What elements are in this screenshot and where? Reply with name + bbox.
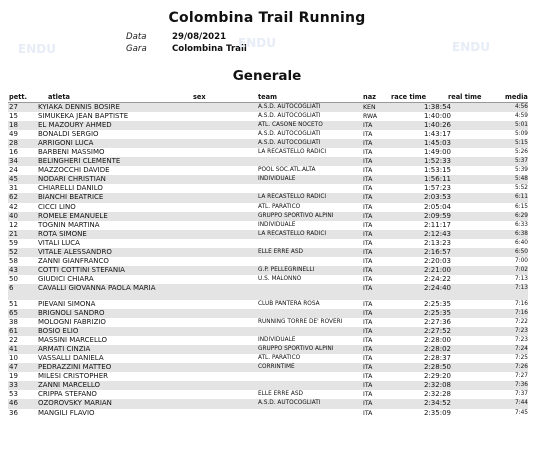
- table-row: [8, 184, 528, 193]
- cell-team: GRUPPO SPORTIVO ALPINI: [258, 346, 334, 353]
- cell-pett: 33: [9, 381, 18, 390]
- cell-pace: 6:11: [514, 194, 528, 201]
- table-row: [8, 275, 528, 284]
- table-header: [8, 91, 528, 103]
- cell-pett: 27: [9, 103, 18, 111]
- cell-nation: ITA: [363, 409, 373, 417]
- cell-race-time: 2:28:37: [424, 354, 451, 363]
- watermark: ENDU: [18, 42, 56, 56]
- cell-athlete: OZOROVSKY MARIAN: [38, 399, 112, 408]
- cell-pace: 7:45: [514, 409, 528, 416]
- cell-nation: ITA: [363, 239, 373, 247]
- table-row: [8, 139, 528, 148]
- cell-athlete: MAZZOCCHI DAVIDE: [38, 166, 110, 175]
- cell-nation: ITA: [363, 284, 373, 292]
- cell-team: ELLE ERRE ASD: [258, 248, 303, 255]
- cell-nation: ITA: [363, 176, 373, 184]
- cell-athlete: CHIARELLI DANILO: [38, 184, 103, 193]
- cell-nation: ITA: [363, 230, 373, 238]
- cell-pett: 34: [9, 157, 18, 166]
- cell-nation: ITA: [363, 300, 373, 308]
- cell-athlete: CRIPPA STEFANO: [38, 390, 97, 399]
- cell-pace: 7:23: [514, 328, 528, 335]
- cell-race-time: 1:40:00: [424, 112, 451, 121]
- cell-pace: 7:16: [514, 309, 528, 316]
- cell-team: ATL. PARATICO: [258, 203, 301, 210]
- cell-pace: 7:13: [514, 275, 528, 282]
- table-row: [8, 372, 528, 381]
- cell-team: INDIVIDUALE: [258, 176, 296, 183]
- cell-athlete: ZANNI MARCELLO: [38, 381, 101, 390]
- race-value: Colombina Trail: [172, 44, 247, 54]
- col-real-time: real time: [448, 93, 482, 101]
- cell-athlete: BARBENI MASSIMO: [38, 148, 105, 157]
- cell-nation: ITA: [363, 373, 373, 381]
- cell-race-time: 1:43:17: [424, 130, 451, 139]
- cell-pace: 7:26: [514, 364, 528, 371]
- cell-team: POOL SOC.ATL.ALTA: [258, 167, 316, 174]
- cell-athlete: VASSALLI DANIELA: [38, 354, 104, 363]
- cell-team: ELLE ERRE ASD: [258, 391, 303, 398]
- cell-race-time: 2:34:52: [424, 399, 451, 408]
- cell-race-time: 2:27:52: [424, 327, 451, 336]
- table-row: [8, 266, 528, 275]
- cell-nation: ITA: [363, 400, 373, 408]
- cell-pett: 19: [9, 372, 18, 381]
- cell-pace: 7:27: [514, 373, 528, 380]
- cell-athlete: PIEVANI SIMONA: [38, 299, 96, 308]
- cell-team: INDIVIDUALE: [258, 337, 296, 344]
- cell-pace: 6:38: [514, 230, 528, 237]
- cell-pett: 51: [9, 299, 18, 308]
- cell-race-time: 1:40:26: [424, 121, 451, 130]
- table-row: [8, 112, 528, 121]
- cell-nation: ITA: [363, 266, 373, 274]
- cell-team: A.S.D. AUTOCOGLIATI: [258, 131, 321, 138]
- cell-pett: 15: [9, 112, 18, 121]
- cell-pace: 7:02: [514, 266, 528, 273]
- cell-race-time: 2:32:28: [424, 390, 451, 399]
- watermark: ENDU: [238, 36, 276, 50]
- cell-team: G.P. PELLEGRINELLI: [258, 266, 315, 273]
- cell-pace: 5:48: [514, 176, 528, 183]
- cell-team: LA RECASTELLO RADICI: [258, 149, 327, 156]
- cell-pett: 65: [9, 308, 18, 317]
- table-row: [8, 345, 528, 354]
- cell-pace: 6:40: [514, 239, 528, 246]
- cell-team: U.S. MALONNO: [258, 275, 302, 282]
- table-row: [8, 166, 528, 175]
- cell-team: ATL. CASONE NOCETO: [258, 122, 323, 129]
- cell-pett: 43: [9, 265, 18, 274]
- col-team: team: [258, 93, 277, 101]
- cell-team: A.S.D. AUTOCOGLIATI: [258, 113, 321, 120]
- table-row: [8, 336, 528, 345]
- cell-race-time: 1:52:33: [424, 157, 451, 166]
- cell-pett: 12: [9, 220, 18, 229]
- cell-pace: 5:39: [514, 167, 528, 174]
- section-title: Generale: [232, 68, 302, 84]
- event-title: Colombina Trail Running: [168, 10, 366, 26]
- cell-athlete: BONALDI SERGIO: [38, 130, 99, 139]
- table-row: [8, 121, 528, 130]
- cell-pett: 10: [9, 354, 18, 363]
- cell-pett: 52: [9, 247, 18, 256]
- table-row: [8, 130, 528, 139]
- cell-race-time: 2:09:59: [424, 211, 451, 220]
- cell-pett: 31: [9, 184, 18, 193]
- cell-athlete: COTTI COTTINI STEFANIA: [38, 265, 125, 274]
- table-row: [8, 284, 528, 300]
- cell-race-time: 1:53:15: [424, 166, 451, 175]
- cell-pace: 5:37: [514, 158, 528, 165]
- cell-pace: 7:37: [514, 391, 528, 398]
- cell-pace: 5:52: [514, 185, 528, 192]
- cell-race-time: 2:28:50: [424, 363, 451, 372]
- cell-race-time: 2:25:35: [424, 299, 451, 308]
- cell-pett: 53: [9, 390, 18, 399]
- cell-pace: 6:29: [514, 212, 528, 219]
- table-row: [8, 381, 528, 390]
- cell-pace: 7:22: [514, 319, 528, 326]
- cell-athlete: MASSINI MARCELLO: [38, 336, 108, 345]
- cell-athlete: BELINGHERI CLEMENTE: [38, 157, 121, 166]
- cell-athlete: TOGNIN MARTINA: [38, 220, 100, 229]
- table-row: [8, 409, 528, 418]
- cell-nation: ITA: [363, 391, 373, 399]
- cell-nation: ITA: [363, 355, 373, 363]
- cell-pett: 42: [9, 202, 18, 211]
- cell-nation: ITA: [363, 275, 373, 283]
- cell-race-time: 2:27:36: [424, 318, 451, 327]
- cell-pett: 28: [9, 139, 18, 148]
- col-media: media: [505, 93, 528, 101]
- cell-nation: ITA: [363, 309, 373, 317]
- cell-race-time: 2:03:53: [424, 193, 451, 202]
- cell-athlete: CICCI LINO: [38, 202, 76, 211]
- col-race-time: race time: [391, 93, 427, 101]
- cell-pace: 7:16: [514, 300, 528, 307]
- cell-pace: 7:00: [514, 257, 528, 264]
- cell-pett: 6: [9, 283, 14, 292]
- cell-athlete: SIMUKEKA JEAN BAPTISTE: [38, 112, 129, 121]
- col-pett: pett.: [9, 93, 28, 101]
- cell-athlete: GIUDICI CHIARA: [38, 274, 94, 283]
- cell-athlete: BOSIO ELIO: [38, 327, 79, 336]
- cell-nation: ITA: [363, 194, 373, 202]
- table-row: [8, 318, 528, 327]
- cell-nation: ITA: [363, 382, 373, 390]
- table-row: [8, 327, 528, 336]
- table-row: [8, 230, 528, 239]
- date-value: 29/08/2021: [172, 32, 227, 42]
- cell-nation: RWA: [363, 113, 378, 121]
- table-row: [8, 203, 528, 212]
- cell-race-time: 2:13:23: [424, 238, 451, 247]
- cell-nation: ITA: [363, 203, 373, 211]
- cell-race-time: 2:32:08: [424, 381, 451, 390]
- cell-race-time: 2:29:20: [424, 372, 451, 381]
- table-row: [8, 193, 528, 202]
- cell-pett: 24: [9, 166, 18, 175]
- cell-pett: 49: [9, 130, 18, 139]
- cell-race-time: 2:05:04: [424, 202, 451, 211]
- watermark: ENDU: [452, 40, 490, 54]
- cell-team: CLUB PANTERA ROSA: [258, 300, 320, 307]
- cell-team: GRUPPO SPORTIVO ALPINI: [258, 212, 334, 219]
- cell-athlete: ZANNI GIANFRANCO: [38, 256, 109, 265]
- cell-athlete: BRIGNOLI SANDRO: [38, 308, 105, 317]
- table-row: [8, 399, 528, 408]
- race-label: Gara: [126, 44, 147, 54]
- cell-race-time: 2:35:09: [424, 408, 451, 417]
- table-row: [8, 148, 528, 157]
- cell-athlete: MILESI CRISTOPHER: [38, 372, 108, 381]
- cell-nation: ITA: [363, 337, 373, 345]
- cell-athlete: EL MAZOURY AHMED: [38, 121, 112, 130]
- table-row: [8, 248, 528, 257]
- cell-team: A.S.D. AUTOCOGLIATI: [258, 400, 321, 407]
- cell-athlete: MOLOGNI FABRIZIO: [38, 318, 106, 327]
- cell-pett: 22: [9, 336, 18, 345]
- cell-team: ATL. PARATICO: [258, 355, 301, 362]
- cell-team: CORRINTIME: [258, 364, 295, 371]
- cell-athlete: ARRIGONI LUCA: [38, 139, 94, 148]
- table-row: [8, 257, 528, 266]
- cell-nation: ITA: [363, 122, 373, 130]
- cell-pett: 41: [9, 345, 18, 354]
- cell-race-time: 2:21:00: [424, 265, 451, 274]
- table-row: [8, 103, 528, 112]
- cell-race-time: 1:49:00: [424, 148, 451, 157]
- cell-athlete: VITALE ALESSANDRO: [38, 247, 112, 256]
- cell-pace: 6:33: [514, 221, 528, 228]
- cell-race-time: 2:24:40: [424, 283, 451, 292]
- col-atleta: atleta: [48, 93, 70, 101]
- cell-pace: 5:15: [514, 140, 528, 147]
- cell-pace: 6:15: [514, 203, 528, 210]
- cell-nation: ITA: [363, 212, 373, 220]
- cell-athlete: MANGILI FLAVIO: [38, 408, 95, 417]
- cell-race-time: 2:28:02: [424, 345, 451, 354]
- cell-race-time: 2:28:00: [424, 336, 451, 345]
- cell-pace: 7:24: [514, 346, 528, 353]
- cell-race-time: 2:16:57: [424, 247, 451, 256]
- cell-pace: 6:50: [514, 248, 528, 255]
- cell-nation: ITA: [363, 131, 373, 139]
- table-row: [8, 221, 528, 230]
- cell-nation: ITA: [363, 158, 373, 166]
- cell-pett: 45: [9, 175, 18, 184]
- cell-pace: 7:13: [514, 284, 528, 291]
- cell-pett: 47: [9, 363, 18, 372]
- cell-pett: 58: [9, 256, 18, 265]
- cell-nation: KEN: [363, 104, 376, 111]
- cell-pace: 7:36: [514, 382, 528, 389]
- table-row: [8, 309, 528, 318]
- cell-pett: 38: [9, 318, 18, 327]
- results-header: [0, 0, 534, 66]
- cell-team: LA RECASTELLO RADICI: [258, 230, 327, 237]
- date-label: Data: [126, 32, 147, 42]
- cell-team: LA RECASTELLO RADICI: [258, 194, 327, 201]
- cell-pett: 59: [9, 238, 18, 247]
- cell-pace: 7:23: [514, 337, 528, 344]
- cell-pett: 18: [9, 121, 18, 130]
- cell-athlete: CAVALLI GIOVANNA PAOLA MARIA: [38, 283, 156, 292]
- cell-race-time: 1:38:54: [424, 103, 451, 111]
- cell-pace: 5:01: [514, 122, 528, 129]
- cell-nation: ITA: [363, 328, 373, 336]
- cell-nation: ITA: [363, 364, 373, 372]
- cell-pace: 4:56: [514, 104, 528, 110]
- cell-athlete: VITALI LUCA: [38, 238, 80, 247]
- cell-nation: ITA: [363, 346, 373, 354]
- cell-team: A.S.D. AUTOCOGLIATI: [258, 104, 321, 110]
- cell-pett: 46: [9, 399, 18, 408]
- cell-race-time: 2:25:35: [424, 308, 451, 317]
- cell-athlete: ARMATI CINZIA: [38, 345, 91, 354]
- table-row: [8, 157, 528, 166]
- cell-team: INDIVIDUALE: [258, 221, 296, 228]
- cell-pace: 7:44: [514, 400, 528, 407]
- col-sex: sex: [193, 93, 206, 101]
- cell-pace: 5:09: [514, 131, 528, 138]
- cell-nation: ITA: [363, 140, 373, 148]
- cell-race-time: 1:57:23: [424, 184, 451, 193]
- table-row: [8, 212, 528, 221]
- cell-athlete: PEDRAZZINI MATTEO: [38, 363, 112, 372]
- cell-team: A.S.D. AUTOCOGLIATI: [258, 140, 321, 147]
- table-row: [8, 239, 528, 248]
- cell-nation: ITA: [363, 248, 373, 256]
- cell-team: RUNNING TORRE DE' ROVERI: [258, 319, 343, 326]
- cell-pett: 50: [9, 274, 18, 283]
- cell-race-time: 2:20:03: [424, 256, 451, 265]
- cell-race-time: 1:45:03: [424, 139, 451, 148]
- cell-pett: 16: [9, 148, 18, 157]
- cell-nation: ITA: [363, 185, 373, 193]
- cell-pett: 36: [9, 408, 18, 417]
- cell-pace: 7:25: [514, 355, 528, 362]
- cell-athlete: NODARI CHRISTIAN: [38, 175, 106, 184]
- cell-race-time: 1:56:11: [424, 175, 451, 184]
- cell-pace: 4:59: [514, 113, 528, 120]
- cell-athlete: KYIAKA DENNIS BOSIRE: [38, 103, 120, 111]
- cell-nation: ITA: [363, 319, 373, 327]
- cell-pett: 21: [9, 229, 18, 238]
- cell-athlete: BIANCHI BEATRICE: [38, 193, 104, 202]
- table-row: [8, 354, 528, 363]
- cell-nation: ITA: [363, 167, 373, 175]
- cell-nation: ITA: [363, 257, 373, 265]
- table-row: [8, 363, 528, 372]
- cell-athlete: ROMELE EMANUELE: [38, 211, 108, 220]
- cell-pace: 5:26: [514, 149, 528, 156]
- cell-pett: 62: [9, 193, 18, 202]
- cell-race-time: 2:11:17: [424, 220, 451, 229]
- table-row: [8, 175, 528, 184]
- cell-pett: 40: [9, 211, 18, 220]
- cell-race-time: 2:12:43: [424, 229, 451, 238]
- cell-nation: ITA: [363, 149, 373, 157]
- cell-race-time: 2:24:22: [424, 274, 451, 283]
- cell-pett: 61: [9, 327, 18, 336]
- col-naz: naz: [363, 93, 376, 101]
- results-table: [8, 103, 528, 418]
- cell-nation: ITA: [363, 221, 373, 229]
- table-row: [8, 390, 528, 399]
- table-row: [8, 300, 528, 309]
- cell-athlete: ROTA SIMONE: [38, 229, 87, 238]
